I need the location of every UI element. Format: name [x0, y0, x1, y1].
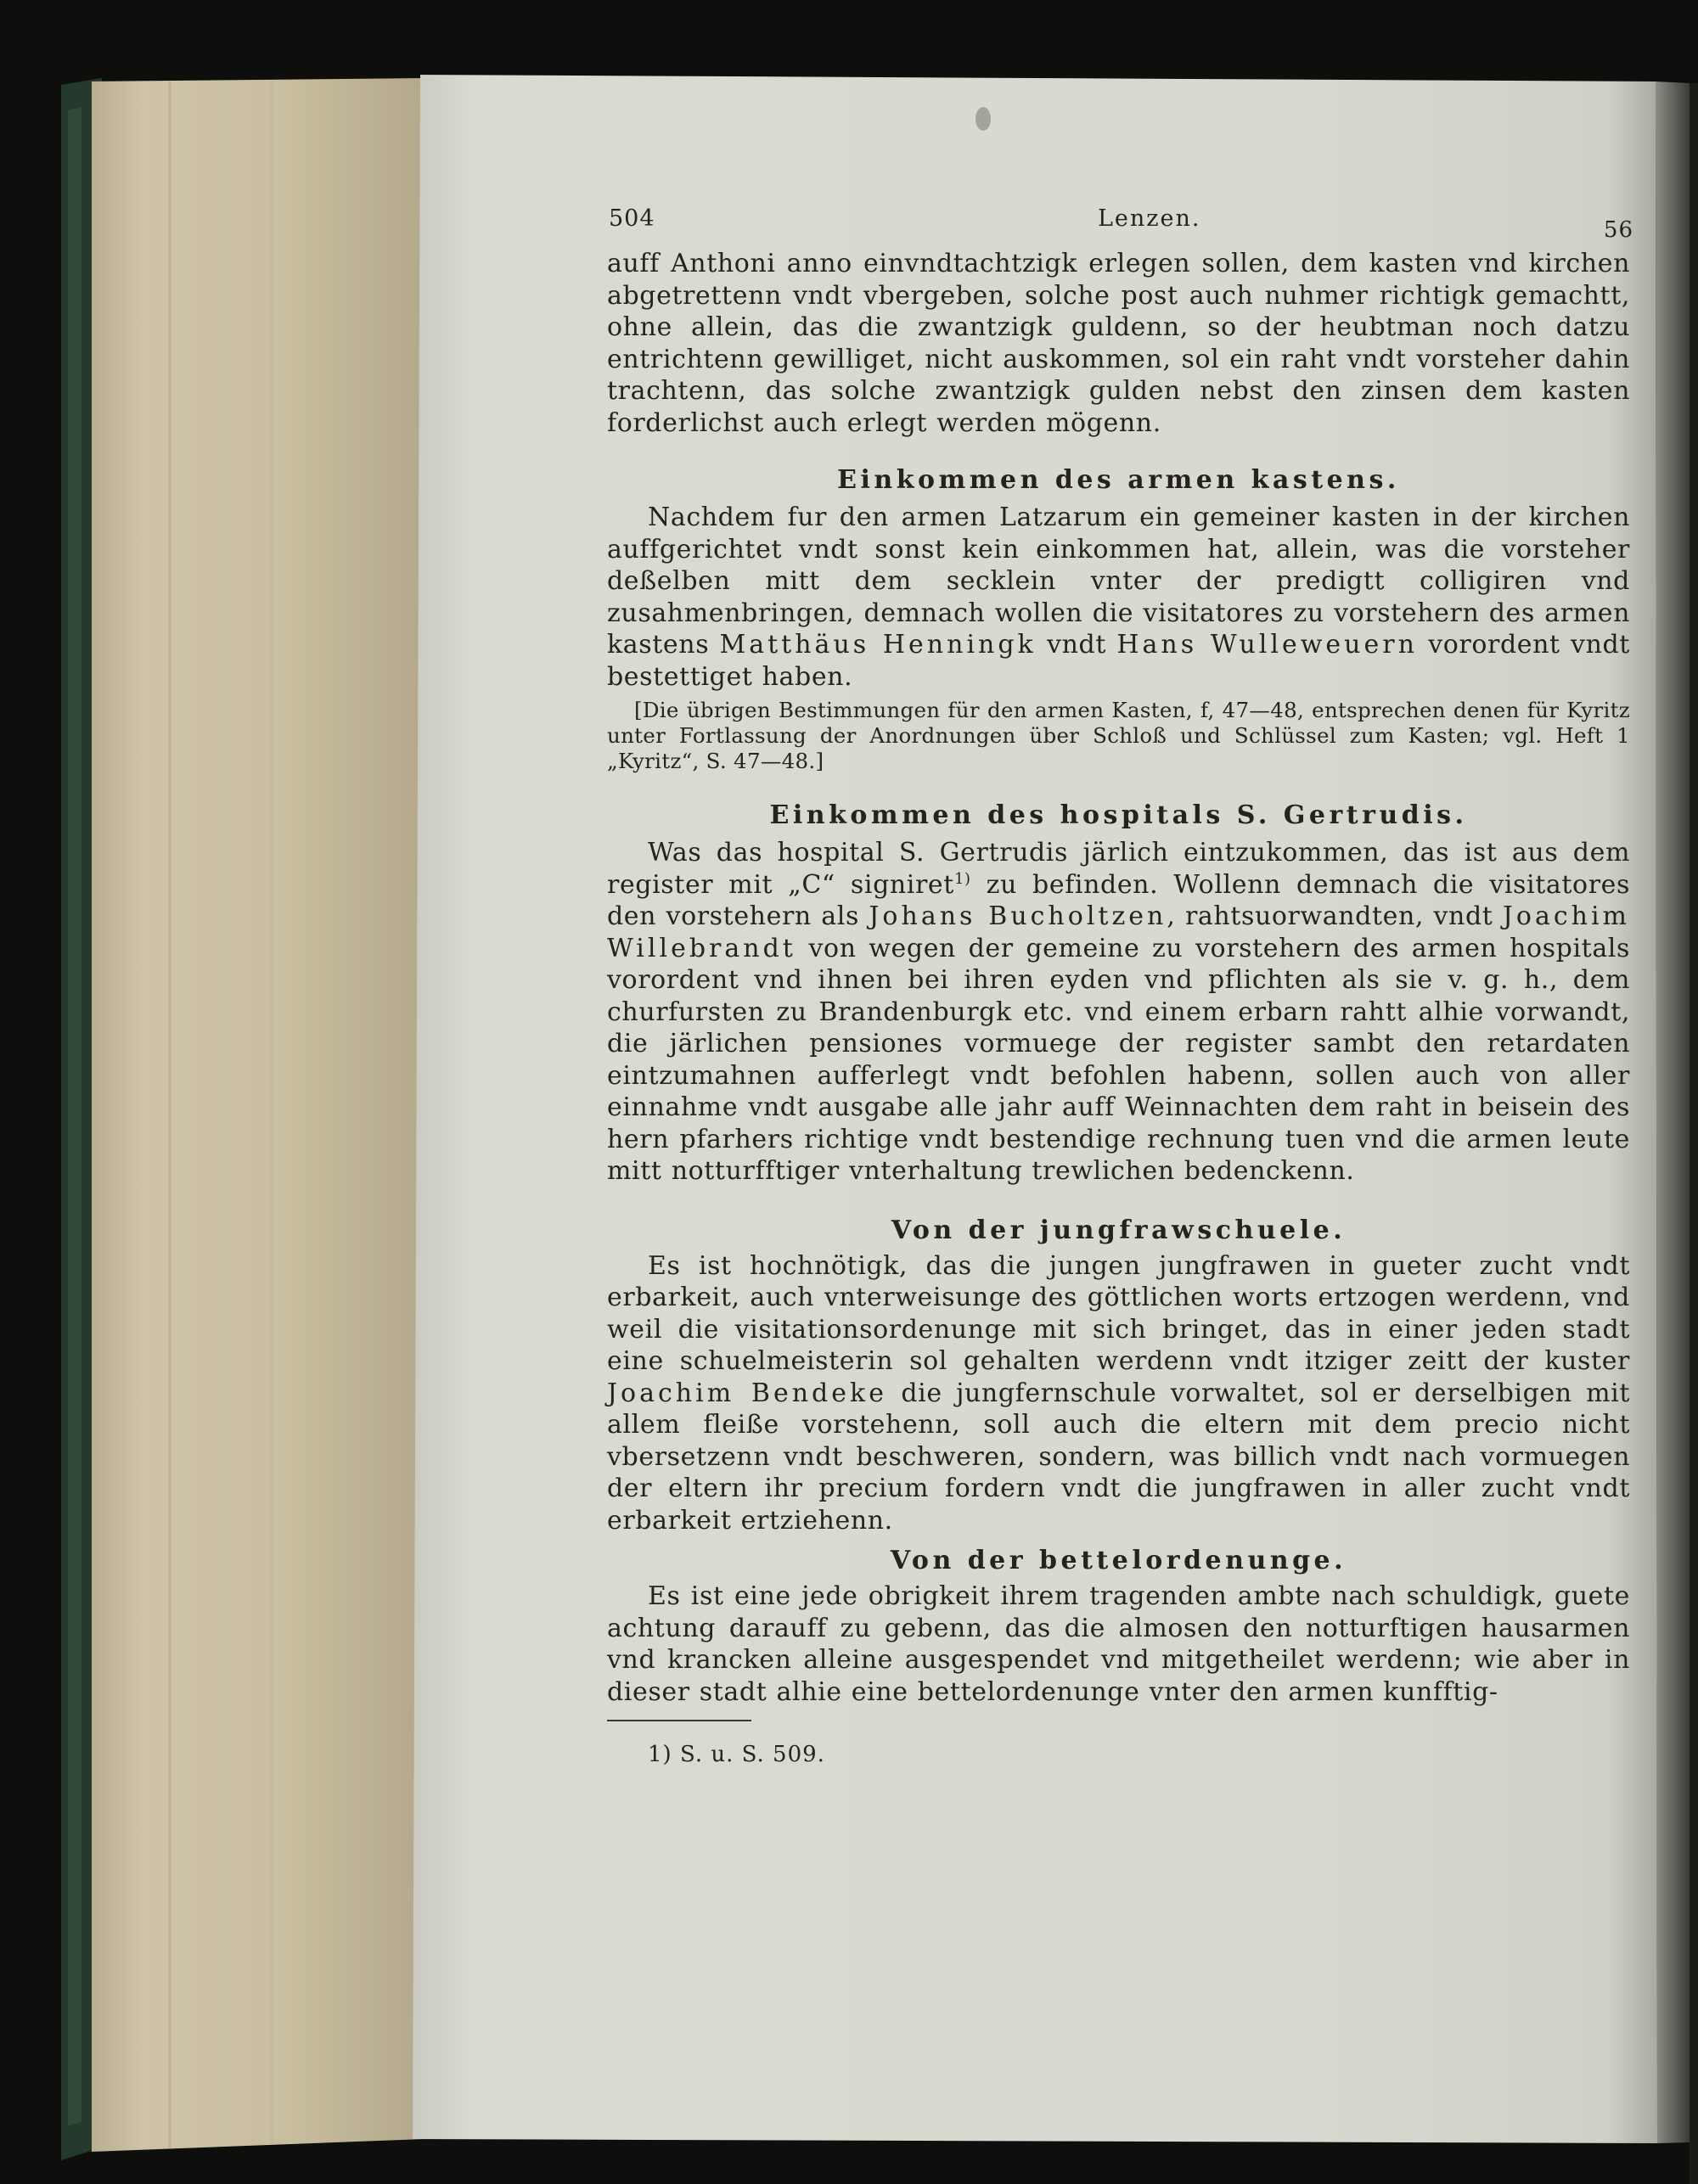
heading-hospital: Einkommen des hospitals S. Gertrudis. — [769, 800, 1468, 830]
paragraph-bettelordenunge: Es ist eine jede obrigkeit ihrem tragenden ambte nach schuldigk, guete achtung darauff zu gebenn, das die almosen den notturftigen hausarmen vnd krancken alleine ausgespendet vnd mitgetheilet werdenn; wie aber in dieser stadt alhie eine bettelordenunge vnter den armen kunfftig- — [607, 1581, 1630, 1707]
page-edges — [92, 78, 424, 2152]
person-name: Joachim Bendeke — [607, 1378, 887, 1408]
book-page — [607, 195, 1633, 1769]
person-name: Matthäus Henningk — [719, 630, 1037, 660]
person-name: Hans Wulleweuern — [1116, 630, 1418, 660]
text-fragment: von wegen der gemeine zu vorstehern des armen hospitals vorordent vnd ihnen bei ihren eyden vnd pflichten als sie v. g. h., dem churfursten zu Brandenburgk etc. vnd einem erbarn rahtt alhie vorwandt, die järlichen pensiones vormuege der register sambt den retardaten eintzumahnen aufferlegt vndt befohlen habenn, sollen auch von aller einnahme vndt ausgabe alle jahr auff Weinnachten dem raht in beisein des hern pfarhers richtige vndt bestendige rechnung tuen vnd die armen leute mitt notturfftiger vnterhaltung trewlichen bedenckenn. — [607, 933, 1630, 1186]
heading-armen-kastens: Einkommen des armen kastens. — [837, 465, 1400, 495]
page-number: 504 — [609, 205, 655, 232]
editorial-note: [Die übrigen Bestimmungen für den armen Kasten, f, 47—48, entsprechen denen für Kyritz unter Fortlassung der Anordnungen über Schloß und Schlüssel zum Kasten; vgl. Heft 1 „Kyritz“, S. 47—48.] — [607, 698, 1630, 773]
right-page-edge — [1656, 81, 1690, 2143]
text-fragment: vorordent vndt bestettiget haben. — [607, 630, 1630, 692]
paragraph-jungfrawschuele — [607, 1250, 1630, 1537]
running-title: Lenzen. — [1098, 205, 1201, 232]
footnote-reference[interactable]: 1) — [953, 869, 971, 888]
footnote-1: 1) S. u. S. 509. — [648, 1742, 825, 1767]
text-fragment: Was das hospital S. Gertrudis järlich eintzukommen, das ist aus dem register mit „C“ signiret — [607, 838, 1630, 900]
text-fragment: vndt — [1047, 630, 1107, 660]
text-fragment: die jungfernschule vorwaltet, sol er derselbigen mit allem fleiße vorstehenn, soll auch die eltern mit dem precio nicht vbersetzenn vndt beschweren, sondern, was billich vndt nach vormuegen der eltern ihr precium fordern vndt die jungfrawen in aller zucht vndt erbarkeit ertziehenn. — [607, 1378, 1631, 1536]
text-fragment: Es ist hochnötigk, das die jungen jungfrawen in gueter zucht vndt erbarkeit, auch vnterweisunge des göttlichen worts ertzogen werdenn, vnd weil die visitationsordenunge mit sich bringet, das in einer jeden stadt eine schuelmeisterin sol gehalten werdenn vndt itziger zeitt der kuster — [607, 1250, 1630, 1376]
text-fragment: , rahtsuorwandten, vndt — [1167, 901, 1493, 931]
paragraph-armen-kastens — [607, 502, 1630, 693]
heading-jungfrawschuele: Von der jungfrawschuele. — [891, 1215, 1347, 1245]
running-header — [607, 195, 1633, 246]
paragraph-intro: auff Anthoni anno einvndtachtzigk erlegen sollen, dem kasten vnd kirchen abgetrettenn vndt vbergeben, solche post auch nuhmer richtigk gemachtt, ohne allein, das die zwantzigk guldenn, so der heubtman noch datzu entrichtenn gewilliget, nicht auskommen, sol ein raht vndt vorsteher dahin trachtenn, das solche zwantzigk gulden nebst den zinsen dem kasten forderlichst auch erlegt werden mögenn. — [607, 249, 1630, 438]
footnote-divider — [607, 1720, 751, 1721]
next-page-number: 56 — [1603, 217, 1633, 243]
text-fragment: Nachdem fur den armen Latzarum ein gemeiner kasten in der kirchen auffgerichtet vndt sonst kein einkommen hat, allein, was die vorsteher deßelben mitt dem secklein vnter der predigtt colligiren vnd zusahmenbringen, demnach wollen die visitatores zu vorstehern des armen kastens — [607, 502, 1630, 660]
text-fragment: zu befinden. Wollenn demnach die visitatores den vorstehern als — [607, 869, 1630, 931]
heading-bettelordenunge: Von der bettelordenunge. — [890, 1546, 1347, 1575]
person-name: Johans Bucholtzen — [869, 901, 1167, 931]
person-name: Joachim Willebrandt — [607, 901, 1630, 963]
paragraph-hospital — [607, 837, 1630, 1187]
